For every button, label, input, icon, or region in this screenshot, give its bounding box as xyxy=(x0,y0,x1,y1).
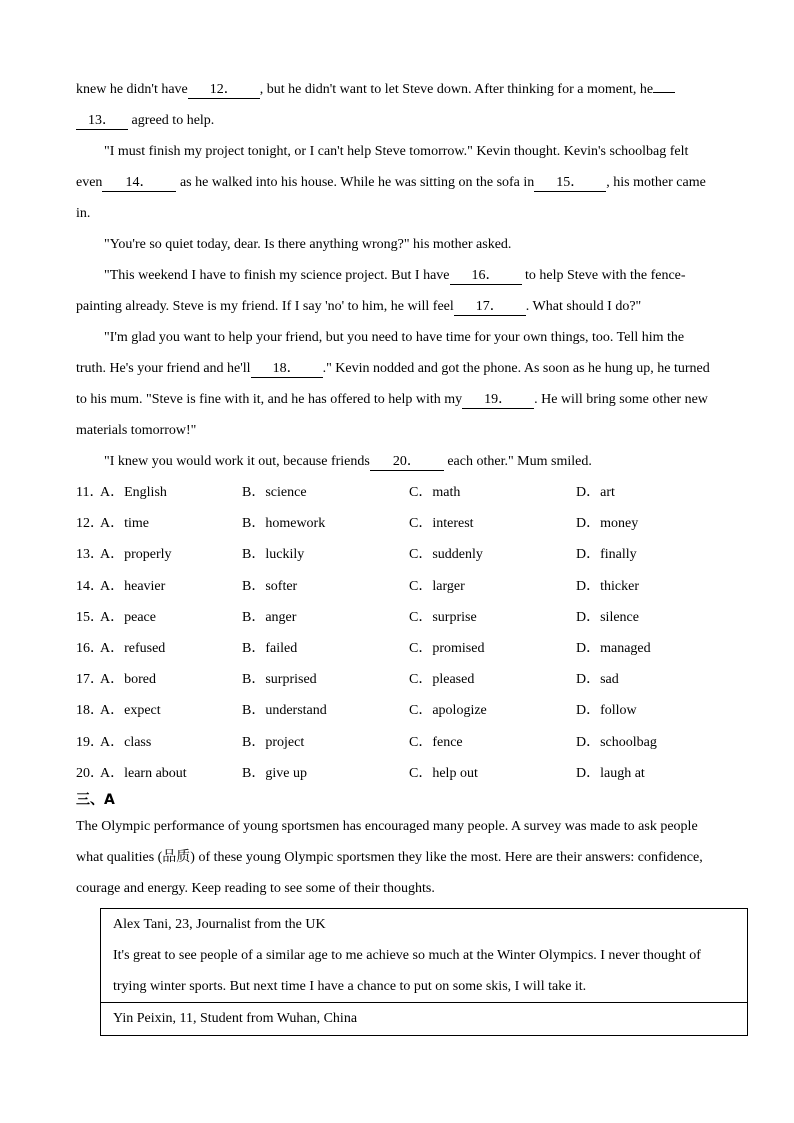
section-title: 三、A xyxy=(76,791,115,808)
blank-13-start xyxy=(653,92,675,93)
entry-text: It's great to see people of a similar age to me achieve so much at the Winter Olympics. I never thought of xyxy=(113,948,701,963)
passage-text: painting already. Steve is my friend. If I say 'no' to him, he will feel xyxy=(76,299,454,314)
option-d[interactable]: D．sad xyxy=(576,672,619,688)
question-number: 16． xyxy=(76,640,104,656)
opinion-entry xyxy=(101,909,747,1002)
question-number: 12． xyxy=(76,516,104,532)
question-number: 11． xyxy=(76,485,104,500)
passage-line xyxy=(76,229,736,260)
passage-text: , but he didn't want to let Steve down. After thinking for a moment, he xyxy=(259,82,654,97)
opinion-entry xyxy=(101,1002,747,1035)
question-row xyxy=(76,508,736,539)
cloze-passage xyxy=(76,74,736,904)
question-number: 17． xyxy=(76,672,104,688)
option-d[interactable]: D．thicker xyxy=(576,578,639,594)
passage-text: "I knew you would work it out, because friends xyxy=(104,454,370,469)
passage-line xyxy=(76,415,736,446)
blank-17: 17． xyxy=(454,299,526,316)
question-row xyxy=(76,695,736,726)
passage-text: "I must finish my project tonight, or I can't help Steve tomorrow." Kevin thought. Kevin's schoolbag felt xyxy=(104,144,689,159)
option-b[interactable]: B．surprised xyxy=(242,672,317,688)
blank-15: 15． xyxy=(534,175,606,192)
option-c[interactable]: C．surprise xyxy=(409,609,477,625)
option-d[interactable]: D．silence xyxy=(576,609,639,625)
option-c[interactable]: C．help out xyxy=(409,765,478,781)
blank-14: 14． xyxy=(102,175,176,192)
passage-text: in. xyxy=(76,206,91,221)
passage-line xyxy=(76,105,736,136)
passage-text: even xyxy=(76,175,103,190)
option-d[interactable]: D．managed xyxy=(576,640,651,656)
question-row xyxy=(76,539,736,570)
passage-text: ." Kevin nodded and got the phone. As soon as he hung up, he turned xyxy=(322,361,710,376)
blank-19: 19． xyxy=(462,392,534,409)
option-c[interactable]: C．interest xyxy=(409,516,474,532)
blank-13: 13． xyxy=(76,113,128,130)
passage-text: "You're so quiet today, dear. Is there anything wrong?" his mother asked. xyxy=(104,237,512,252)
option-a[interactable]: A．heavier xyxy=(100,578,166,594)
option-c[interactable]: C．math xyxy=(409,485,461,500)
passage-text: to his mum. "Steve is fine with it, and he has offered to help with my xyxy=(76,392,463,407)
option-d[interactable]: D．laugh at xyxy=(576,765,645,781)
option-c[interactable]: C．promised xyxy=(409,640,485,656)
question-number: 19． xyxy=(76,734,104,750)
option-b[interactable]: B．give up xyxy=(242,765,307,781)
intro-line: The Olympic performance of young sportsmen has encouraged many people. A survey was made to ask people xyxy=(76,818,698,834)
option-b[interactable]: B．understand xyxy=(242,703,327,719)
intro-line: what qualities (品质) of these young Olympic sportsmen they like the most. Here are their answers: confidence, xyxy=(76,849,703,865)
question-row xyxy=(76,571,736,602)
passage-line xyxy=(76,322,736,353)
option-c[interactable]: C．apologize xyxy=(409,703,487,719)
passage-text: as he walked into his house. While he was sitting on the sofa in xyxy=(176,175,535,190)
option-b[interactable]: B．luckily xyxy=(242,547,305,563)
option-c[interactable]: C．suddenly xyxy=(409,547,483,563)
option-a[interactable]: A．properly xyxy=(100,547,172,563)
passage-line xyxy=(76,291,736,322)
answer-options xyxy=(76,477,736,789)
option-c[interactable]: C．larger xyxy=(409,578,465,594)
option-d[interactable]: D．follow xyxy=(576,703,637,719)
option-d[interactable]: D．finally xyxy=(576,547,637,563)
blank-18: 18． xyxy=(251,361,323,378)
blank-20: 20． xyxy=(370,454,444,471)
passage-line xyxy=(76,384,736,415)
question-row xyxy=(76,602,736,633)
passage-text: each other." Mum smiled. xyxy=(443,454,592,469)
passage-line xyxy=(76,167,736,198)
passage-text: agreed to help. xyxy=(128,113,215,128)
passage-text: , his mother came xyxy=(606,175,706,190)
passage-line xyxy=(76,260,736,291)
passage-text: "I'm glad you want to help your friend, but you need to have time for your own things, too. Tell him the xyxy=(104,330,685,345)
question-number: 14． xyxy=(76,578,104,594)
option-b[interactable]: B．failed xyxy=(242,640,298,656)
option-a[interactable]: A．expect xyxy=(100,703,161,719)
option-b[interactable]: B．anger xyxy=(242,609,297,625)
option-a[interactable]: A．class xyxy=(100,734,152,750)
option-c[interactable]: C．pleased xyxy=(409,672,475,688)
option-b[interactable]: B．softer xyxy=(242,578,298,594)
passage-text: . What should I do?" xyxy=(525,299,642,314)
blank-16: 16． xyxy=(450,268,522,285)
entry-text: trying winter sports. But next time I have a chance to put on some skis, I will take it. xyxy=(113,979,587,994)
passage-text: . He will bring some other new xyxy=(534,392,708,407)
passage-text: truth. He's your friend and he'll xyxy=(76,361,251,376)
option-a[interactable]: A．time xyxy=(100,516,149,532)
option-b[interactable]: B．project xyxy=(242,734,305,750)
option-a[interactable]: A．peace xyxy=(100,609,156,625)
question-number: 13． xyxy=(76,547,104,563)
entry-header: Alex Tani, 23, Journalist from the UK xyxy=(113,917,326,932)
blank-12: 12． xyxy=(188,82,260,99)
option-a[interactable]: A．English xyxy=(100,485,167,500)
question-row xyxy=(76,664,736,695)
option-a[interactable]: A．bored xyxy=(100,672,156,688)
option-a[interactable]: A．learn about xyxy=(100,765,187,781)
option-d[interactable]: D．art xyxy=(576,485,615,500)
option-c[interactable]: C．fence xyxy=(409,734,463,750)
passage-text: "This weekend I have to finish my science project. But I have xyxy=(104,268,450,283)
passage-line xyxy=(76,74,736,105)
option-d[interactable]: D．money xyxy=(576,516,639,532)
entry-header: Yin Peixin, 11, Student from Wuhan, China xyxy=(113,1011,358,1026)
passage-line xyxy=(76,198,736,229)
passage-text: to help Steve with the fence- xyxy=(521,268,686,283)
passage-line xyxy=(76,353,736,384)
option-b[interactable]: B．science xyxy=(242,485,307,500)
passage-text: materials tomorrow!" xyxy=(76,423,197,438)
question-number: 20． xyxy=(76,765,104,781)
passage-line xyxy=(76,446,736,477)
question-row xyxy=(76,727,736,758)
option-d[interactable]: D．schoolbag xyxy=(576,734,657,750)
question-row xyxy=(76,477,736,508)
question-number: 15． xyxy=(76,609,104,625)
question-row xyxy=(76,758,736,789)
passage-text: knew he didn't have xyxy=(76,82,188,97)
intro-line: courage and energy. Keep reading to see some of their thoughts. xyxy=(76,880,435,896)
option-a[interactable]: A．refused xyxy=(100,640,166,656)
passage-line xyxy=(76,136,736,167)
question-number: 18． xyxy=(76,703,104,719)
question-row xyxy=(76,633,736,664)
opinions-table xyxy=(100,908,748,1036)
option-b[interactable]: B．homework xyxy=(242,516,326,532)
